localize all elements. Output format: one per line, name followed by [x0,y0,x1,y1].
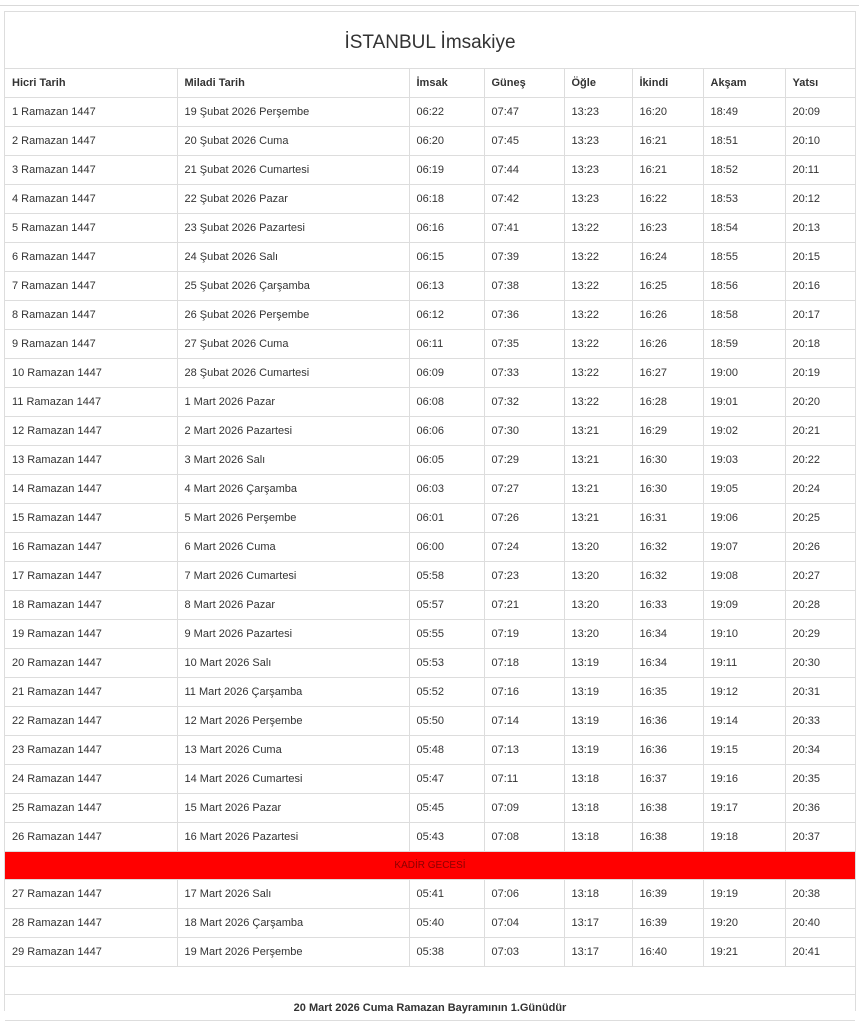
table-cell: 20:16 [785,272,855,301]
table-cell: 22 Ramazan 1447 [5,707,177,736]
table-body [5,98,855,1021]
column-header: İkindi [632,69,703,98]
table-cell: 19:00 [703,359,785,388]
table-cell: 06:12 [409,301,484,330]
table-cell: 16:24 [632,243,703,272]
table-cell: 18:59 [703,330,785,359]
table-cell: 20:18 [785,330,855,359]
table-cell: 9 Mart 2026 Pazartesi [177,620,409,649]
table-row [5,591,855,620]
table-cell: 20 Şubat 2026 Cuma [177,127,409,156]
table-cell: 19:10 [703,620,785,649]
table-cell: 16:27 [632,359,703,388]
table-cell: 17 Ramazan 1447 [5,562,177,591]
table-cell: 06:18 [409,185,484,214]
table-cell: 13:18 [564,880,632,909]
table-cell: 10 Mart 2026 Salı [177,649,409,678]
table-cell: 5 Mart 2026 Perşembe [177,504,409,533]
table-cell: 20:38 [785,880,855,909]
table-cell: 20:35 [785,765,855,794]
table-cell: 15 Mart 2026 Pazar [177,794,409,823]
table-cell: 4 Ramazan 1447 [5,185,177,214]
table-cell: 16:32 [632,562,703,591]
table-cell: 07:24 [484,533,564,562]
table-cell: 16:39 [632,880,703,909]
table-cell: 18:54 [703,214,785,243]
table-cell: 16:21 [632,127,703,156]
table-cell: 05:45 [409,794,484,823]
table-cell: 05:43 [409,823,484,852]
table-cell: 19 Mart 2026 Perşembe [177,938,409,967]
table-cell: 20:22 [785,446,855,475]
table-cell: 06:05 [409,446,484,475]
table-row [5,880,855,909]
table-cell: 07:19 [484,620,564,649]
table-cell: 18 Mart 2026 Çarşamba [177,909,409,938]
table-row [5,678,855,707]
table-cell: 20:20 [785,388,855,417]
table-cell: 07:03 [484,938,564,967]
table-cell: 07:33 [484,359,564,388]
table-cell: 13:17 [564,938,632,967]
table-cell: 13:18 [564,765,632,794]
table-cell: 28 Şubat 2026 Cumartesi [177,359,409,388]
table-cell: 20:31 [785,678,855,707]
table-cell: 19:02 [703,417,785,446]
table-cell: 6 Mart 2026 Cuma [177,533,409,562]
table-cell: 06:13 [409,272,484,301]
table-cell: 06:03 [409,475,484,504]
table-cell: 19 Şubat 2026 Perşembe [177,98,409,127]
table-cell: 6 Ramazan 1447 [5,243,177,272]
table-cell: 07:30 [484,417,564,446]
table-cell: 16:31 [632,504,703,533]
table-cell: 18:53 [703,185,785,214]
table-cell: 13:22 [564,359,632,388]
table-cell: 16:22 [632,185,703,214]
table-cell: 13:20 [564,591,632,620]
table-cell: 20:33 [785,707,855,736]
table-cell: 28 Ramazan 1447 [5,909,177,938]
table-row [5,388,855,417]
table-cell: 13:19 [564,736,632,765]
table-cell: 3 Ramazan 1447 [5,156,177,185]
table-cell: 07:14 [484,707,564,736]
table-cell: 13:21 [564,504,632,533]
table-cell: 07:08 [484,823,564,852]
table-cell: 05:50 [409,707,484,736]
table-cell: 26 Ramazan 1447 [5,823,177,852]
table-cell: 16:21 [632,156,703,185]
table-cell: 24 Şubat 2026 Salı [177,243,409,272]
table-cell: 13:19 [564,678,632,707]
table-cell: 07:11 [484,765,564,794]
table-row [5,446,855,475]
table-cell: 13:22 [564,330,632,359]
top-divider [0,5,859,6]
table-cell: 4 Mart 2026 Çarşamba [177,475,409,504]
table-cell: 3 Mart 2026 Salı [177,446,409,475]
table-cell: 16:29 [632,417,703,446]
table-cell: 13:23 [564,98,632,127]
table-row [5,794,855,823]
table-cell: 05:58 [409,562,484,591]
table-cell: 27 Ramazan 1447 [5,880,177,909]
table-cell: 19:06 [703,504,785,533]
table-cell: 20:26 [785,533,855,562]
table-cell: 16:39 [632,909,703,938]
table-cell: 16 Ramazan 1447 [5,533,177,562]
table-row [5,938,855,967]
table-cell: 19:20 [703,909,785,938]
table-cell: 20:13 [785,214,855,243]
table-row [5,301,855,330]
table-cell: 07:21 [484,591,564,620]
table-cell: 11 Mart 2026 Çarşamba [177,678,409,707]
table-cell: 13:20 [564,620,632,649]
table-cell: 18:49 [703,98,785,127]
table-cell: 25 Şubat 2026 Çarşamba [177,272,409,301]
table-cell: 07:42 [484,185,564,214]
table-cell: 07:23 [484,562,564,591]
table-cell: 20:36 [785,794,855,823]
table-cell: 07:47 [484,98,564,127]
column-header: Akşam [703,69,785,98]
table-row [5,504,855,533]
table-cell: 19:01 [703,388,785,417]
table-cell: 8 Ramazan 1447 [5,301,177,330]
table-cell: 06:22 [409,98,484,127]
table-cell: 19:12 [703,678,785,707]
table-row [5,127,855,156]
footer-row [5,995,855,1021]
table-cell: 18:51 [703,127,785,156]
table-cell: 7 Ramazan 1447 [5,272,177,301]
table-cell: 16:34 [632,649,703,678]
empty-row [5,967,855,995]
table-cell: 16:23 [632,214,703,243]
table-cell: 20:27 [785,562,855,591]
table-cell: 5 Ramazan 1447 [5,214,177,243]
table-cell: 26 Şubat 2026 Perşembe [177,301,409,330]
table-cell: 19:21 [703,938,785,967]
table-row [5,330,855,359]
imsakiye-panel [4,11,856,1014]
table-cell: 19:19 [703,880,785,909]
table-cell: 16:33 [632,591,703,620]
table-cell: 20:19 [785,359,855,388]
table-cell: 16:35 [632,678,703,707]
table-cell: 13:22 [564,301,632,330]
table-cell: 13:20 [564,533,632,562]
table-cell: 29 Ramazan 1447 [5,938,177,967]
column-header: Hicri Tarih [5,69,177,98]
table-cell: 07:18 [484,649,564,678]
table-cell: 05:41 [409,880,484,909]
table-cell: 7 Mart 2026 Cumartesi [177,562,409,591]
table-cell: 19 Ramazan 1447 [5,620,177,649]
table-cell: 16:37 [632,765,703,794]
table-cell: 06:00 [409,533,484,562]
table-cell: 12 Mart 2026 Perşembe [177,707,409,736]
table-cell: 07:39 [484,243,564,272]
table-cell: 16:26 [632,301,703,330]
table-cell: 11 Ramazan 1447 [5,388,177,417]
table-cell: 1 Ramazan 1447 [5,98,177,127]
table-row [5,243,855,272]
table-cell: 07:41 [484,214,564,243]
table-cell: 07:04 [484,909,564,938]
table-cell: 07:45 [484,127,564,156]
table-cell: 05:53 [409,649,484,678]
table-cell: 20:17 [785,301,855,330]
table-row [5,620,855,649]
table-cell: 19:03 [703,446,785,475]
bayram-note: 20 Mart 2026 Cuma Ramazan Bayramının 1.Günüdür [5,995,855,1021]
table-cell: 07:06 [484,880,564,909]
table-cell: 20:15 [785,243,855,272]
table-cell: 05:38 [409,938,484,967]
table-cell: 05:48 [409,736,484,765]
column-header: Öğle [564,69,632,98]
table-cell: 07:16 [484,678,564,707]
table-cell: 19:16 [703,765,785,794]
table-cell: 20:30 [785,649,855,678]
page-title: İSTANBUL İmsakiye [5,12,855,69]
table-cell: 21 Ramazan 1447 [5,678,177,707]
table-cell: 1 Mart 2026 Pazar [177,388,409,417]
table-cell: 13:20 [564,562,632,591]
table-cell: 19:11 [703,649,785,678]
table-cell: 18:55 [703,243,785,272]
table-cell: 06:15 [409,243,484,272]
table-cell: 05:47 [409,765,484,794]
kadir-gecesi-row [5,852,855,880]
table-cell: 18:52 [703,156,785,185]
table-cell: 24 Ramazan 1447 [5,765,177,794]
table-cell: 19:17 [703,794,785,823]
table-row [5,765,855,794]
table-cell: 20:37 [785,823,855,852]
table-cell: 21 Şubat 2026 Cumartesi [177,156,409,185]
table-cell: 19:09 [703,591,785,620]
table-cell: 2 Mart 2026 Pazartesi [177,417,409,446]
table-cell: 07:35 [484,330,564,359]
table-cell: 07:44 [484,156,564,185]
table-row [5,562,855,591]
table-row [5,707,855,736]
table-cell: 16:25 [632,272,703,301]
table-cell: 07:36 [484,301,564,330]
table-cell: 13:23 [564,156,632,185]
table-row [5,909,855,938]
table-cell: 19:05 [703,475,785,504]
table-cell: 10 Ramazan 1447 [5,359,177,388]
table-cell: 16:28 [632,388,703,417]
table-cell: 19:15 [703,736,785,765]
table-cell: 20:10 [785,127,855,156]
imsakiye-table [5,69,855,1021]
table-cell: 07:32 [484,388,564,417]
table-cell: 13:19 [564,649,632,678]
table-cell: 20:29 [785,620,855,649]
table-cell: 16:38 [632,823,703,852]
table-cell: 13:23 [564,127,632,156]
table-cell: 13 Ramazan 1447 [5,446,177,475]
table-cell: 16:38 [632,794,703,823]
table-cell: 19:18 [703,823,785,852]
table-row [5,649,855,678]
table-cell: 20:34 [785,736,855,765]
table-cell: 13:22 [564,388,632,417]
table-cell: 16:32 [632,533,703,562]
table-cell: 25 Ramazan 1447 [5,794,177,823]
table-cell: 13:21 [564,446,632,475]
table-cell: 06:19 [409,156,484,185]
table-row [5,475,855,504]
table-cell: 05:55 [409,620,484,649]
table-cell: 06:16 [409,214,484,243]
table-cell: 07:26 [484,504,564,533]
table-cell: 20:24 [785,475,855,504]
table-row [5,272,855,301]
kadir-gecesi-label: KADİR GECESİ [5,852,855,880]
table-cell: 19:14 [703,707,785,736]
table-cell: 16:20 [632,98,703,127]
column-header: İmsak [409,69,484,98]
table-cell: 23 Ramazan 1447 [5,736,177,765]
table-cell: 06:20 [409,127,484,156]
table-cell: 20:25 [785,504,855,533]
table-cell: 07:09 [484,794,564,823]
table-row [5,156,855,185]
table-row [5,736,855,765]
table-cell: 20:40 [785,909,855,938]
table-cell: 20:28 [785,591,855,620]
table-cell: 07:27 [484,475,564,504]
table-cell: 05:57 [409,591,484,620]
table-cell: 13:19 [564,707,632,736]
table-header-row [5,69,855,98]
table-cell: 20:09 [785,98,855,127]
table-cell: 06:06 [409,417,484,446]
table-cell: 07:38 [484,272,564,301]
table-cell: 06:01 [409,504,484,533]
table-row [5,417,855,446]
table-row [5,185,855,214]
table-cell: 20 Ramazan 1447 [5,649,177,678]
table-cell: 16 Mart 2026 Pazartesi [177,823,409,852]
table-cell: 9 Ramazan 1447 [5,330,177,359]
table-cell: 13:23 [564,185,632,214]
table-cell: 2 Ramazan 1447 [5,127,177,156]
table-cell: 14 Ramazan 1447 [5,475,177,504]
table-cell: 13:22 [564,272,632,301]
table-cell: 16:26 [632,330,703,359]
table-cell: 16:36 [632,707,703,736]
table-cell: 16:40 [632,938,703,967]
table-cell: 05:52 [409,678,484,707]
table-cell: 15 Ramazan 1447 [5,504,177,533]
table-cell: 13:21 [564,475,632,504]
table-cell: 20:12 [785,185,855,214]
table-cell: 19:07 [703,533,785,562]
table-row [5,98,855,127]
column-header: Yatsı [785,69,855,98]
table-cell: 13 Mart 2026 Cuma [177,736,409,765]
table-cell: 06:11 [409,330,484,359]
table-cell: 16:30 [632,475,703,504]
table-cell: 13:21 [564,417,632,446]
table-cell: 16:34 [632,620,703,649]
table-cell: 13:22 [564,243,632,272]
column-header: Güneş [484,69,564,98]
table-cell: 20:21 [785,417,855,446]
table-row [5,533,855,562]
table-cell: 13:18 [564,823,632,852]
table-cell: 17 Mart 2026 Salı [177,880,409,909]
table-cell: 16:36 [632,736,703,765]
table-cell: 13:22 [564,214,632,243]
table-row [5,823,855,852]
table-cell: 18 Ramazan 1447 [5,591,177,620]
table-cell: 19:08 [703,562,785,591]
table-cell: 12 Ramazan 1447 [5,417,177,446]
table-cell: 06:09 [409,359,484,388]
table-cell: 13:17 [564,909,632,938]
table-cell: 16:30 [632,446,703,475]
table-cell: 06:08 [409,388,484,417]
table-cell: 20:11 [785,156,855,185]
column-header: Miladi Tarih [177,69,409,98]
table-cell: 20:41 [785,938,855,967]
table-cell: 18:58 [703,301,785,330]
table-cell: 22 Şubat 2026 Pazar [177,185,409,214]
table-row [5,214,855,243]
table-cell: 07:13 [484,736,564,765]
table-row [5,359,855,388]
table-cell: 13:18 [564,794,632,823]
table-cell: 23 Şubat 2026 Pazartesi [177,214,409,243]
table-cell: 18:56 [703,272,785,301]
table-cell: 05:40 [409,909,484,938]
table-cell: 14 Mart 2026 Cumartesi [177,765,409,794]
table-cell: 27 Şubat 2026 Cuma [177,330,409,359]
empty-cell [5,967,855,995]
table-cell: 07:29 [484,446,564,475]
table-cell: 8 Mart 2026 Pazar [177,591,409,620]
